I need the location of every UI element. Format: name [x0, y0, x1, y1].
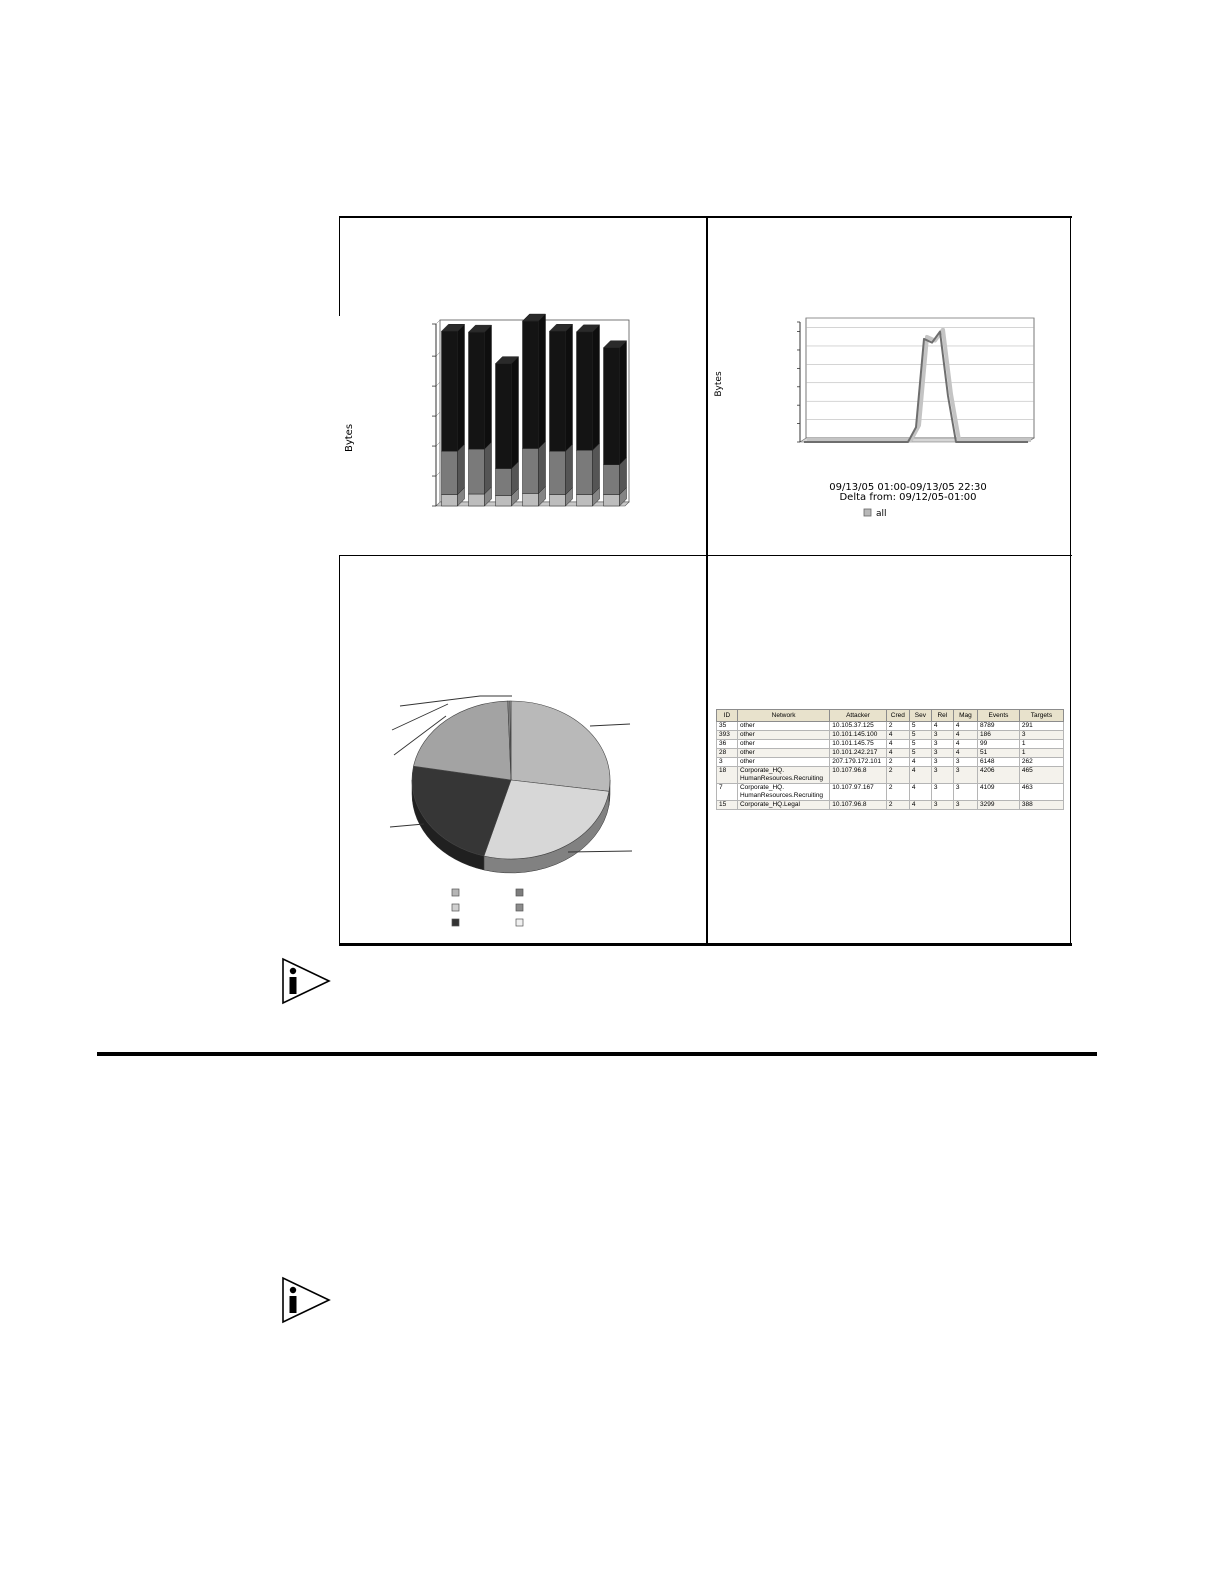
bar-segment [523, 441, 546, 493]
table-cell: 10.107.97.167 [830, 784, 887, 801]
bar-segment [577, 443, 600, 494]
line-chart-ylabel: Bytes [714, 371, 724, 397]
table-cell: 18 [717, 767, 738, 784]
table-row [717, 767, 1064, 784]
table-row [717, 801, 1064, 810]
table-cell: 8789 [977, 722, 1019, 731]
bar-chart-gridline [436, 320, 440, 324]
bar-segment-side [539, 441, 546, 493]
table-cell: other [737, 731, 829, 740]
table-cell: 4 [909, 801, 931, 810]
table-cell: 4 [886, 740, 909, 749]
line-chart-legend-swatch [864, 509, 871, 516]
bar-chart-gridline [436, 412, 440, 416]
line-chart [708, 310, 1070, 525]
table-cell: 4 [953, 740, 977, 749]
bar-segment-side [458, 324, 465, 451]
table-cell: 10.107.96.8 [830, 801, 887, 810]
table-row [717, 722, 1064, 731]
table-cell: 207.179.172.101 [830, 758, 887, 767]
alerts-table-header-cell: Events [977, 710, 1019, 722]
table-cell: 3 [931, 749, 953, 758]
bar-segment [442, 324, 465, 451]
bar-segment-side [485, 325, 492, 449]
pie-legend-swatch [516, 889, 523, 896]
line-chart-legend-label: all [876, 509, 887, 519]
alerts-table-header-cell: Sev [909, 710, 931, 722]
table-cell: 3 [931, 767, 953, 784]
table-cell: 6148 [977, 758, 1019, 767]
bar-chart-gridline [436, 352, 440, 356]
info-note-icon-2 [281, 1276, 331, 1324]
bar-segment-front [550, 495, 566, 506]
pie-chart-slices [412, 701, 610, 859]
table-cell: 1 [1019, 749, 1063, 758]
bar-segment-side [539, 314, 546, 448]
table-cell: 291 [1019, 722, 1063, 731]
table-cell: 3 [717, 758, 738, 767]
table-cell: Corporate_HQ. HumanResources.Recruiting [737, 784, 829, 801]
bar-segment [469, 325, 492, 449]
bar-segment-front [523, 493, 539, 506]
line-chart-caption-1: 09/13/05 01:00-09/13/05 22:30 [829, 482, 987, 493]
table-cell: 3 [931, 731, 953, 740]
table-cell: 51 [977, 749, 1019, 758]
table-cell: 4 [886, 731, 909, 740]
table-cell: 4 [886, 749, 909, 758]
bar-chart-ylabel: Bytes [344, 423, 355, 453]
table-cell: 3 [931, 758, 953, 767]
bar-segment [604, 341, 627, 465]
alerts-table-header-cell: Cred [886, 710, 909, 722]
table-cell: 4 [953, 731, 977, 740]
bar-segment-side [620, 341, 627, 465]
bar-chart-gridline [436, 382, 440, 386]
bar-segment-side [593, 325, 600, 450]
alerts-table-header-cell: ID [717, 710, 738, 722]
table-cell: 5 [909, 731, 931, 740]
table-cell: 2 [886, 758, 909, 767]
table-cell: 4 [953, 722, 977, 731]
table-cell: 2 [886, 784, 909, 801]
table-cell: 36 [717, 740, 738, 749]
line-chart-y-ticks [797, 322, 800, 442]
table-cell: 4 [909, 767, 931, 784]
alerts-table-header-cell: Rel [931, 710, 953, 722]
bar-segment-front [523, 321, 539, 448]
alerts-table-header-cell: Attacker [830, 710, 887, 722]
pie-leader-line [390, 824, 424, 827]
table-row [717, 784, 1064, 801]
bar-segment-front [469, 332, 485, 449]
line-chart-caption-2: Delta from: 09/12/05-01:00 [839, 492, 977, 503]
bar-chart-bars [442, 314, 627, 506]
table-row [717, 740, 1064, 749]
table-cell: 3299 [977, 801, 1019, 810]
table-cell: 10.105.37.125 [830, 722, 887, 731]
table-cell: 5 [909, 749, 931, 758]
table-cell: 463 [1019, 784, 1063, 801]
pie-legend-swatch [516, 904, 523, 911]
bar-chart-gridline [436, 472, 440, 476]
bar-segment [550, 444, 573, 494]
bar-segment [577, 325, 600, 450]
bar-segment [469, 442, 492, 494]
table-cell: 3 [1019, 731, 1063, 740]
table-cell: 28 [717, 749, 738, 758]
bar-segment [496, 357, 519, 469]
table-cell: other [737, 722, 829, 731]
bar-segment-front [523, 448, 539, 493]
info-note-icon [281, 957, 331, 1005]
alerts-table [716, 709, 1064, 810]
alerts-table-header [717, 710, 1064, 722]
bar-segment-front [577, 332, 593, 450]
table-row [717, 749, 1064, 758]
pie-chart [340, 556, 706, 944]
grid-right-edge [1070, 216, 1071, 946]
bar-segment-side [566, 324, 573, 451]
alerts-table-header-cell: Mag [953, 710, 977, 722]
pie-slice [511, 701, 610, 791]
bar-segment-front [442, 331, 458, 451]
bar-chart-y-ticks [432, 324, 436, 506]
table-cell: 3 [931, 740, 953, 749]
table-cell: 465 [1019, 767, 1063, 784]
bar-segment-front [469, 449, 485, 494]
bar-segment-front [442, 495, 458, 506]
table-cell: 1 [1019, 740, 1063, 749]
table-cell: 5 [909, 722, 931, 731]
table-cell: 5 [909, 740, 931, 749]
bar-segment-front [577, 495, 593, 506]
section-divider-rule [97, 1052, 1097, 1056]
table-cell: 7 [717, 784, 738, 801]
table-cell: 3 [953, 767, 977, 784]
bar-segment-side [593, 443, 600, 494]
bar-segment-front [469, 494, 485, 506]
bar-segment [442, 444, 465, 494]
bar-segment-front [577, 450, 593, 494]
alerts-table-header-cell: Targets [1019, 710, 1063, 722]
bar-segment-front [604, 465, 620, 495]
bar-segment-front [550, 331, 566, 451]
bar-segment [550, 324, 573, 451]
table-cell: 4206 [977, 767, 1019, 784]
bar-segment-front [604, 348, 620, 465]
bar-segment-side [485, 442, 492, 494]
bar-segment-front [550, 451, 566, 494]
pie-legend-swatch [452, 889, 459, 896]
table-cell: 10.107.96.8 [830, 767, 887, 784]
table-cell: other [737, 758, 829, 767]
bar-segment-front [496, 496, 512, 506]
table-cell: 4 [931, 722, 953, 731]
table-cell: 186 [977, 731, 1019, 740]
pie-legend-swatch [516, 919, 523, 926]
bar-segment-side [566, 444, 573, 494]
table-cell: 35 [717, 722, 738, 731]
table-cell: 10.101.242.217 [830, 749, 887, 758]
table-cell: 15 [717, 801, 738, 810]
grid-left-edge-top [339, 216, 340, 316]
table-cell: other [737, 749, 829, 758]
table-cell: 3 [931, 801, 953, 810]
table-row [717, 758, 1064, 767]
table-cell: 4 [909, 758, 931, 767]
bar-chart-gridline [436, 442, 440, 446]
table-cell: 99 [977, 740, 1019, 749]
pie-legend-swatch [452, 919, 459, 926]
table-cell: 388 [1019, 801, 1063, 810]
table-cell: other [737, 740, 829, 749]
table-cell: 4 [953, 749, 977, 758]
bar-segment-side [512, 357, 519, 469]
bar-segment [523, 314, 546, 448]
table-cell: 3 [953, 784, 977, 801]
bar-segment-front [604, 495, 620, 506]
alerts-table-header-cell: Network [737, 710, 829, 722]
table-cell: 3 [953, 801, 977, 810]
table-cell: 2 [886, 801, 909, 810]
table-cell: 393 [717, 731, 738, 740]
table-cell: 3 [953, 758, 977, 767]
table-cell: 2 [886, 767, 909, 784]
table-cell: 3 [931, 784, 953, 801]
alerts-table-body [717, 722, 1064, 810]
table-row [717, 731, 1064, 740]
pie-chart-legend [452, 889, 523, 926]
bar-segment-front [442, 451, 458, 494]
bar-segment-front [496, 364, 512, 469]
table-cell: Corporate_HQ. HumanResources.Recruiting [737, 767, 829, 784]
table-cell: Corporate_HQ.Legal [737, 801, 829, 810]
pie-legend-swatch [452, 904, 459, 911]
table-cell: 10.101.145.75 [830, 740, 887, 749]
table-cell: 4 [909, 784, 931, 801]
bar-segment-side [458, 444, 465, 494]
table-cell: 2 [886, 722, 909, 731]
bar-segment-front [496, 469, 512, 496]
table-cell: 10.101.145.100 [830, 731, 887, 740]
table-cell: 262 [1019, 758, 1063, 767]
bar-chart [339, 310, 706, 555]
pie-leader-line [590, 724, 630, 726]
table-cell: 4109 [977, 784, 1019, 801]
